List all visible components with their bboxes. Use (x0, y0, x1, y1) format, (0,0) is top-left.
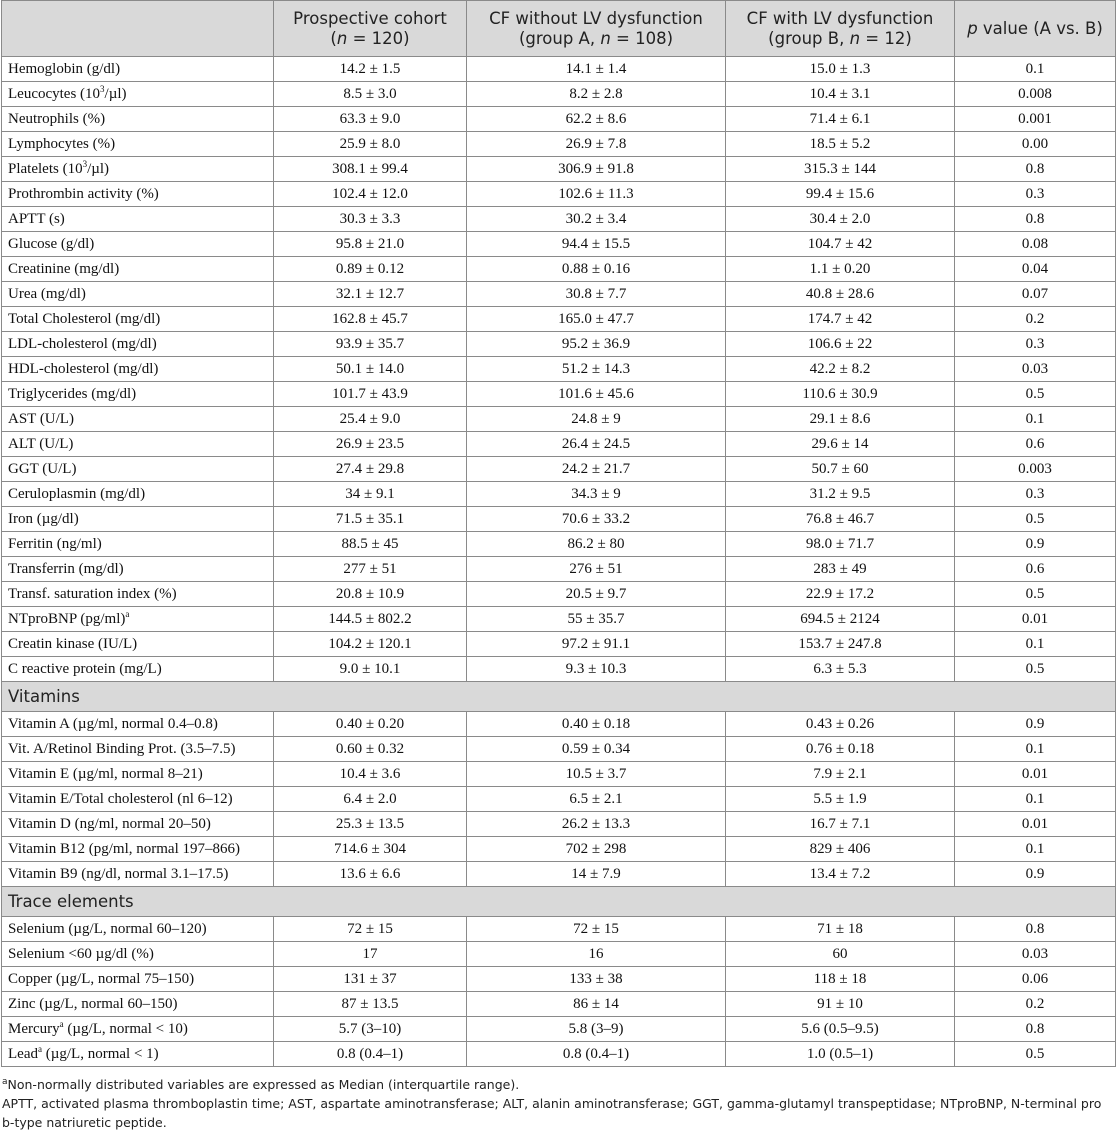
prospective-cohort-value: 13.6 ± 6.6 (274, 862, 467, 887)
header-group-a: CF without LV dysfunction (group A, n = 108) (467, 1, 726, 57)
table-header-row (2, 1, 1116, 57)
header-group-b: CF with LV dysfunction (group B, n = 12) (726, 1, 955, 57)
prospective-cohort-value: 144.5 ± 802.2 (274, 607, 467, 632)
section-header-row (2, 682, 1116, 712)
table-row (2, 232, 1116, 257)
p-value: 0.6 (955, 557, 1116, 582)
row-label: Vitamin A (µg/ml, normal 0.4–0.8) (2, 712, 274, 737)
group-b-value: 71 ± 18 (726, 917, 955, 942)
row-label: C reactive protein (mg/L) (2, 657, 274, 682)
p-value: 0.01 (955, 812, 1116, 837)
table-row (2, 432, 1116, 457)
prospective-cohort-value: 32.1 ± 12.7 (274, 282, 467, 307)
group-a-value: 95.2 ± 36.9 (467, 332, 726, 357)
group-a-value: 6.5 ± 2.1 (467, 787, 726, 812)
group-a-value: 10.5 ± 3.7 (467, 762, 726, 787)
p-value: 0.003 (955, 457, 1116, 482)
group-b-value: 118 ± 18 (726, 967, 955, 992)
table-row (2, 357, 1116, 382)
group-a-value: 20.5 ± 9.7 (467, 582, 726, 607)
p-value: 0.5 (955, 657, 1116, 682)
group-b-value: 106.6 ± 22 (726, 332, 955, 357)
group-b-value: 71.4 ± 6.1 (726, 107, 955, 132)
group-a-value: 72 ± 15 (467, 917, 726, 942)
table-row (2, 712, 1116, 737)
p-value: 0.008 (955, 82, 1116, 107)
header-prospective-cohort: Prospective cohort (n = 120) (274, 1, 467, 57)
footnote-abbreviations: APTT, activated plasma thromboplastin time; AST, aspartate aminotransferase; ALT, alanin aminotransferase; GGT, gamma-glutamyl transpeptidase; NTproBNP, N-terminal pro b-type natriuretic peptide. (2, 1096, 1102, 1130)
table-row (2, 257, 1116, 282)
table-row (2, 207, 1116, 232)
p-value: 0.5 (955, 382, 1116, 407)
group-a-value: 86 ± 14 (467, 992, 726, 1017)
group-a-value: 26.4 ± 24.5 (467, 432, 726, 457)
p-value: 0.9 (955, 532, 1116, 557)
group-b-value: 40.8 ± 28.6 (726, 282, 955, 307)
prospective-cohort-value: 25.3 ± 13.5 (274, 812, 467, 837)
p-value: 0.1 (955, 57, 1116, 82)
table-row (2, 1017, 1116, 1042)
group-b-value: 29.1 ± 8.6 (726, 407, 955, 432)
prospective-cohort-value: 0.8 (0.4–1) (274, 1042, 467, 1067)
prospective-cohort-value: 87 ± 13.5 (274, 992, 467, 1017)
prospective-cohort-value: 131 ± 37 (274, 967, 467, 992)
row-label: Vit. A/Retinol Binding Prot. (3.5–7.5) (2, 737, 274, 762)
p-value: 0.5 (955, 582, 1116, 607)
p-value: 0.06 (955, 967, 1116, 992)
table-row (2, 812, 1116, 837)
row-label: Glucose (g/dl) (2, 232, 274, 257)
row-label: Triglycerides (mg/dl) (2, 382, 274, 407)
p-value: 0.2 (955, 307, 1116, 332)
row-label: Lead$^a$ (µg/L, normal < 1) (2, 1042, 274, 1067)
row-label: Leucocytes $(10^3/\mu l)$ (2, 82, 274, 107)
p-value: 0.3 (955, 182, 1116, 207)
group-b-value: 829 ± 406 (726, 837, 955, 862)
table-row (2, 57, 1116, 82)
group-a-value: 16 (467, 942, 726, 967)
row-label: Transferrin (mg/dl) (2, 557, 274, 582)
table-row (2, 632, 1116, 657)
prospective-cohort-value: 0.60 ± 0.32 (274, 737, 467, 762)
row-label: Vitamin E (µg/ml, normal 8–21) (2, 762, 274, 787)
group-b-value: 29.6 ± 14 (726, 432, 955, 457)
p-value: 0.2 (955, 992, 1116, 1017)
row-label: ALT (U/L) (2, 432, 274, 457)
table-row (2, 532, 1116, 557)
table-row (2, 837, 1116, 862)
table-row (2, 482, 1116, 507)
p-value: 0.8 (955, 207, 1116, 232)
group-a-value: 94.4 ± 15.5 (467, 232, 726, 257)
group-a-value: 101.6 ± 45.6 (467, 382, 726, 407)
group-b-value: 174.7 ± 42 (726, 307, 955, 332)
table-row (2, 382, 1116, 407)
table-row (2, 917, 1116, 942)
group-a-value: 133 ± 38 (467, 967, 726, 992)
p-value: 0.03 (955, 942, 1116, 967)
group-a-value: 30.2 ± 3.4 (467, 207, 726, 232)
header-variable (2, 1, 274, 57)
prospective-cohort-value: 277 ± 51 (274, 557, 467, 582)
group-b-value: 0.76 ± 0.18 (726, 737, 955, 762)
group-b-value: 91 ± 10 (726, 992, 955, 1017)
table-row (2, 157, 1116, 182)
table-body (2, 57, 1116, 1067)
group-b-value: 16.7 ± 7.1 (726, 812, 955, 837)
group-b-value: 110.6 ± 30.9 (726, 382, 955, 407)
table-row (2, 82, 1116, 107)
group-b-value: 22.9 ± 17.2 (726, 582, 955, 607)
row-label: Vitamin D (ng/ml, normal 20–50) (2, 812, 274, 837)
p-value: 0.8 (955, 917, 1116, 942)
prospective-cohort-value: 6.4 ± 2.0 (274, 787, 467, 812)
p-value: 0.1 (955, 407, 1116, 432)
group-b-value: 7.9 ± 2.1 (726, 762, 955, 787)
row-label: Selenium (µg/L, normal 60–120) (2, 917, 274, 942)
p-value: 0.01 (955, 762, 1116, 787)
prospective-cohort-value: 162.8 ± 45.7 (274, 307, 467, 332)
prospective-cohort-value: 26.9 ± 23.5 (274, 432, 467, 457)
group-a-value: 0.8 (0.4–1) (467, 1042, 726, 1067)
group-b-value: 99.4 ± 15.6 (726, 182, 955, 207)
p-value: 0.03 (955, 357, 1116, 382)
p-value: 0.3 (955, 482, 1116, 507)
group-b-value: 694.5 ± 2124 (726, 607, 955, 632)
prospective-cohort-value: 14.2 ± 1.5 (274, 57, 467, 82)
group-a-value: 165.0 ± 47.7 (467, 307, 726, 332)
prospective-cohort-value: 101.7 ± 43.9 (274, 382, 467, 407)
prospective-cohort-value: 25.4 ± 9.0 (274, 407, 467, 432)
group-b-value: 13.4 ± 7.2 (726, 862, 955, 887)
table-row (2, 407, 1116, 432)
row-label: Copper (µg/L, normal 75–150) (2, 967, 274, 992)
row-label: LDL-cholesterol (mg/dl) (2, 332, 274, 357)
group-b-value: 30.4 ± 2.0 (726, 207, 955, 232)
row-label: Total Cholesterol (mg/dl) (2, 307, 274, 332)
prospective-cohort-value: 34 ± 9.1 (274, 482, 467, 507)
row-label: Zinc (µg/L, normal 60–150) (2, 992, 274, 1017)
row-label: Prothrombin activity (%) (2, 182, 274, 207)
row-label: HDL-cholesterol (mg/dl) (2, 357, 274, 382)
row-label: Vitamin B9 (ng/dl, normal 3.1–17.5) (2, 862, 274, 887)
p-value: 0.001 (955, 107, 1116, 132)
group-a-value: 26.9 ± 7.8 (467, 132, 726, 157)
section-title: Trace elements (2, 887, 1116, 917)
group-a-value: 30.8 ± 7.7 (467, 282, 726, 307)
group-a-value: 276 ± 51 (467, 557, 726, 582)
row-label: Platelets $(10^3/\mu l)$ (2, 157, 274, 182)
table-row (2, 332, 1116, 357)
row-label: AST (U/L) (2, 407, 274, 432)
group-a-value: 26.2 ± 13.3 (467, 812, 726, 837)
prospective-cohort-value: 95.8 ± 21.0 (274, 232, 467, 257)
prospective-cohort-value: 714.6 ± 304 (274, 837, 467, 862)
group-b-value: 50.7 ± 60 (726, 457, 955, 482)
row-label: Lymphocytes (%) (2, 132, 274, 157)
p-value: 0.01 (955, 607, 1116, 632)
prospective-cohort-value: 102.4 ± 12.0 (274, 182, 467, 207)
p-value: 0.3 (955, 332, 1116, 357)
group-b-value: 31.2 ± 9.5 (726, 482, 955, 507)
table-row (2, 992, 1116, 1017)
row-label: Creatin kinase (IU/L) (2, 632, 274, 657)
group-b-value: 6.3 ± 5.3 (726, 657, 955, 682)
row-label: Urea (mg/dl) (2, 282, 274, 307)
table-row (2, 762, 1116, 787)
p-value: 0.1 (955, 632, 1116, 657)
prospective-cohort-value: 72 ± 15 (274, 917, 467, 942)
prospective-cohort-value: 71.5 ± 35.1 (274, 507, 467, 532)
group-a-value: 86.2 ± 80 (467, 532, 726, 557)
row-label: Transf. saturation index (%) (2, 582, 274, 607)
group-a-value: 306.9 ± 91.8 (467, 157, 726, 182)
prospective-cohort-value: 8.5 ± 3.0 (274, 82, 467, 107)
table-row (2, 507, 1116, 532)
table-row (2, 942, 1116, 967)
group-b-value: 76.8 ± 46.7 (726, 507, 955, 532)
group-a-value: 62.2 ± 8.6 (467, 107, 726, 132)
table-row (2, 607, 1116, 632)
table-row (2, 182, 1116, 207)
table-row (2, 967, 1116, 992)
group-a-value: 8.2 ± 2.8 (467, 82, 726, 107)
table-row (2, 307, 1116, 332)
p-value: 0.9 (955, 862, 1116, 887)
group-b-value: 98.0 ± 71.7 (726, 532, 955, 557)
row-label: Mercury$^a$ (µg/L, normal < 10) (2, 1017, 274, 1042)
group-b-value: 15.0 ± 1.3 (726, 57, 955, 82)
section-title: Vitamins (2, 682, 1116, 712)
group-b-value: 315.3 ± 144 (726, 157, 955, 182)
table-row (2, 457, 1116, 482)
prospective-cohort-value: 308.1 ± 99.4 (274, 157, 467, 182)
prospective-cohort-value: 10.4 ± 3.6 (274, 762, 467, 787)
header-p-value: p value (A vs. B) (955, 1, 1116, 57)
p-value: 0.5 (955, 1042, 1116, 1067)
group-a-value: 102.6 ± 11.3 (467, 182, 726, 207)
table-row (2, 132, 1116, 157)
group-a-value: 55 ± 35.7 (467, 607, 726, 632)
row-label: APTT (s) (2, 207, 274, 232)
prospective-cohort-value: 93.9 ± 35.7 (274, 332, 467, 357)
row-label: GGT (U/L) (2, 457, 274, 482)
prospective-cohort-value: 88.5 ± 45 (274, 532, 467, 557)
group-a-value: 0.40 ± 0.18 (467, 712, 726, 737)
group-b-value: 1.1 ± 0.20 (726, 257, 955, 282)
group-b-value: 153.7 ± 247.8 (726, 632, 955, 657)
p-value: 0.5 (955, 507, 1116, 532)
group-a-value: 9.3 ± 10.3 (467, 657, 726, 682)
group-a-value: 24.2 ± 21.7 (467, 457, 726, 482)
table-row (2, 862, 1116, 887)
prospective-cohort-value: 17 (274, 942, 467, 967)
group-a-value: 70.6 ± 33.2 (467, 507, 726, 532)
lab-values-table (1, 0, 1116, 1067)
p-value: 0.08 (955, 232, 1116, 257)
p-value: 0.04 (955, 257, 1116, 282)
group-b-value: 60 (726, 942, 955, 967)
group-b-value: 0.43 ± 0.26 (726, 712, 955, 737)
row-label: Selenium <60 µg/dl (%) (2, 942, 274, 967)
prospective-cohort-value: 20.8 ± 10.9 (274, 582, 467, 607)
group-a-value: 14.1 ± 1.4 (467, 57, 726, 82)
group-a-value: 5.8 (3–9) (467, 1017, 726, 1042)
group-b-value: 5.6 (0.5–9.5) (726, 1017, 955, 1042)
group-a-value: 97.2 ± 91.1 (467, 632, 726, 657)
group-a-value: 24.8 ± 9 (467, 407, 726, 432)
table-row (2, 582, 1116, 607)
group-a-value: 0.59 ± 0.34 (467, 737, 726, 762)
group-a-value: 51.2 ± 14.3 (467, 357, 726, 382)
table-row (2, 737, 1116, 762)
prospective-cohort-value: 0.89 ± 0.12 (274, 257, 467, 282)
row-label: Ferritin (ng/ml) (2, 532, 274, 557)
group-a-value: 0.88 ± 0.16 (467, 257, 726, 282)
group-b-value: 1.0 (0.5–1) (726, 1042, 955, 1067)
row-label: Vitamin B12 (pg/ml, normal 197–866) (2, 837, 274, 862)
group-b-value: 18.5 ± 5.2 (726, 132, 955, 157)
p-value: 0.07 (955, 282, 1116, 307)
p-value: 0.8 (955, 1017, 1116, 1042)
group-b-value: 42.2 ± 8.2 (726, 357, 955, 382)
section-header-row (2, 887, 1116, 917)
p-value: 0.1 (955, 787, 1116, 812)
group-b-value: 104.7 ± 42 (726, 232, 955, 257)
row-label: Ceruloplasmin (mg/dl) (2, 482, 274, 507)
prospective-cohort-value: 104.2 ± 120.1 (274, 632, 467, 657)
table-row (2, 557, 1116, 582)
row-label: Creatinine (mg/dl) (2, 257, 274, 282)
prospective-cohort-value: 27.4 ± 29.8 (274, 457, 467, 482)
row-label: Vitamin E/Total cholesterol (nl 6–12) (2, 787, 274, 812)
prospective-cohort-value: 25.9 ± 8.0 (274, 132, 467, 157)
p-value: 0.6 (955, 432, 1116, 457)
p-value: 0.9 (955, 712, 1116, 737)
table-row (2, 657, 1116, 682)
prospective-cohort-value: 5.7 (3–10) (274, 1017, 467, 1042)
group-a-value: 34.3 ± 9 (467, 482, 726, 507)
row-label: Neutrophils (%) (2, 107, 274, 132)
table-row (2, 282, 1116, 307)
row-label: Iron (µg/dl) (2, 507, 274, 532)
group-b-value: 5.5 ± 1.9 (726, 787, 955, 812)
prospective-cohort-value: 63.3 ± 9.0 (274, 107, 467, 132)
group-a-value: 702 ± 298 (467, 837, 726, 862)
table-row (2, 1042, 1116, 1067)
prospective-cohort-value: 9.0 ± 10.1 (274, 657, 467, 682)
table-row (2, 787, 1116, 812)
table-row (2, 107, 1116, 132)
prospective-cohort-value: 50.1 ± 14.0 (274, 357, 467, 382)
p-value: 0.1 (955, 737, 1116, 762)
p-value: 0.00 (955, 132, 1116, 157)
footnote-a: $^a$Non-normally distributed variables are expressed as Median (interquartile range). (2, 1076, 520, 1092)
group-b-value: 10.4 ± 3.1 (726, 82, 955, 107)
prospective-cohort-value: 0.40 ± 0.20 (274, 712, 467, 737)
p-value: 0.1 (955, 837, 1116, 862)
row-label: NTproBNP $(pg/ml)^a$ (2, 607, 274, 632)
group-a-value: 14 ± 7.9 (467, 862, 726, 887)
p-value: 0.8 (955, 157, 1116, 182)
group-b-value: 283 ± 49 (726, 557, 955, 582)
prospective-cohort-value: 30.3 ± 3.3 (274, 207, 467, 232)
row-label: Hemoglobin (g/dl) (2, 57, 274, 82)
